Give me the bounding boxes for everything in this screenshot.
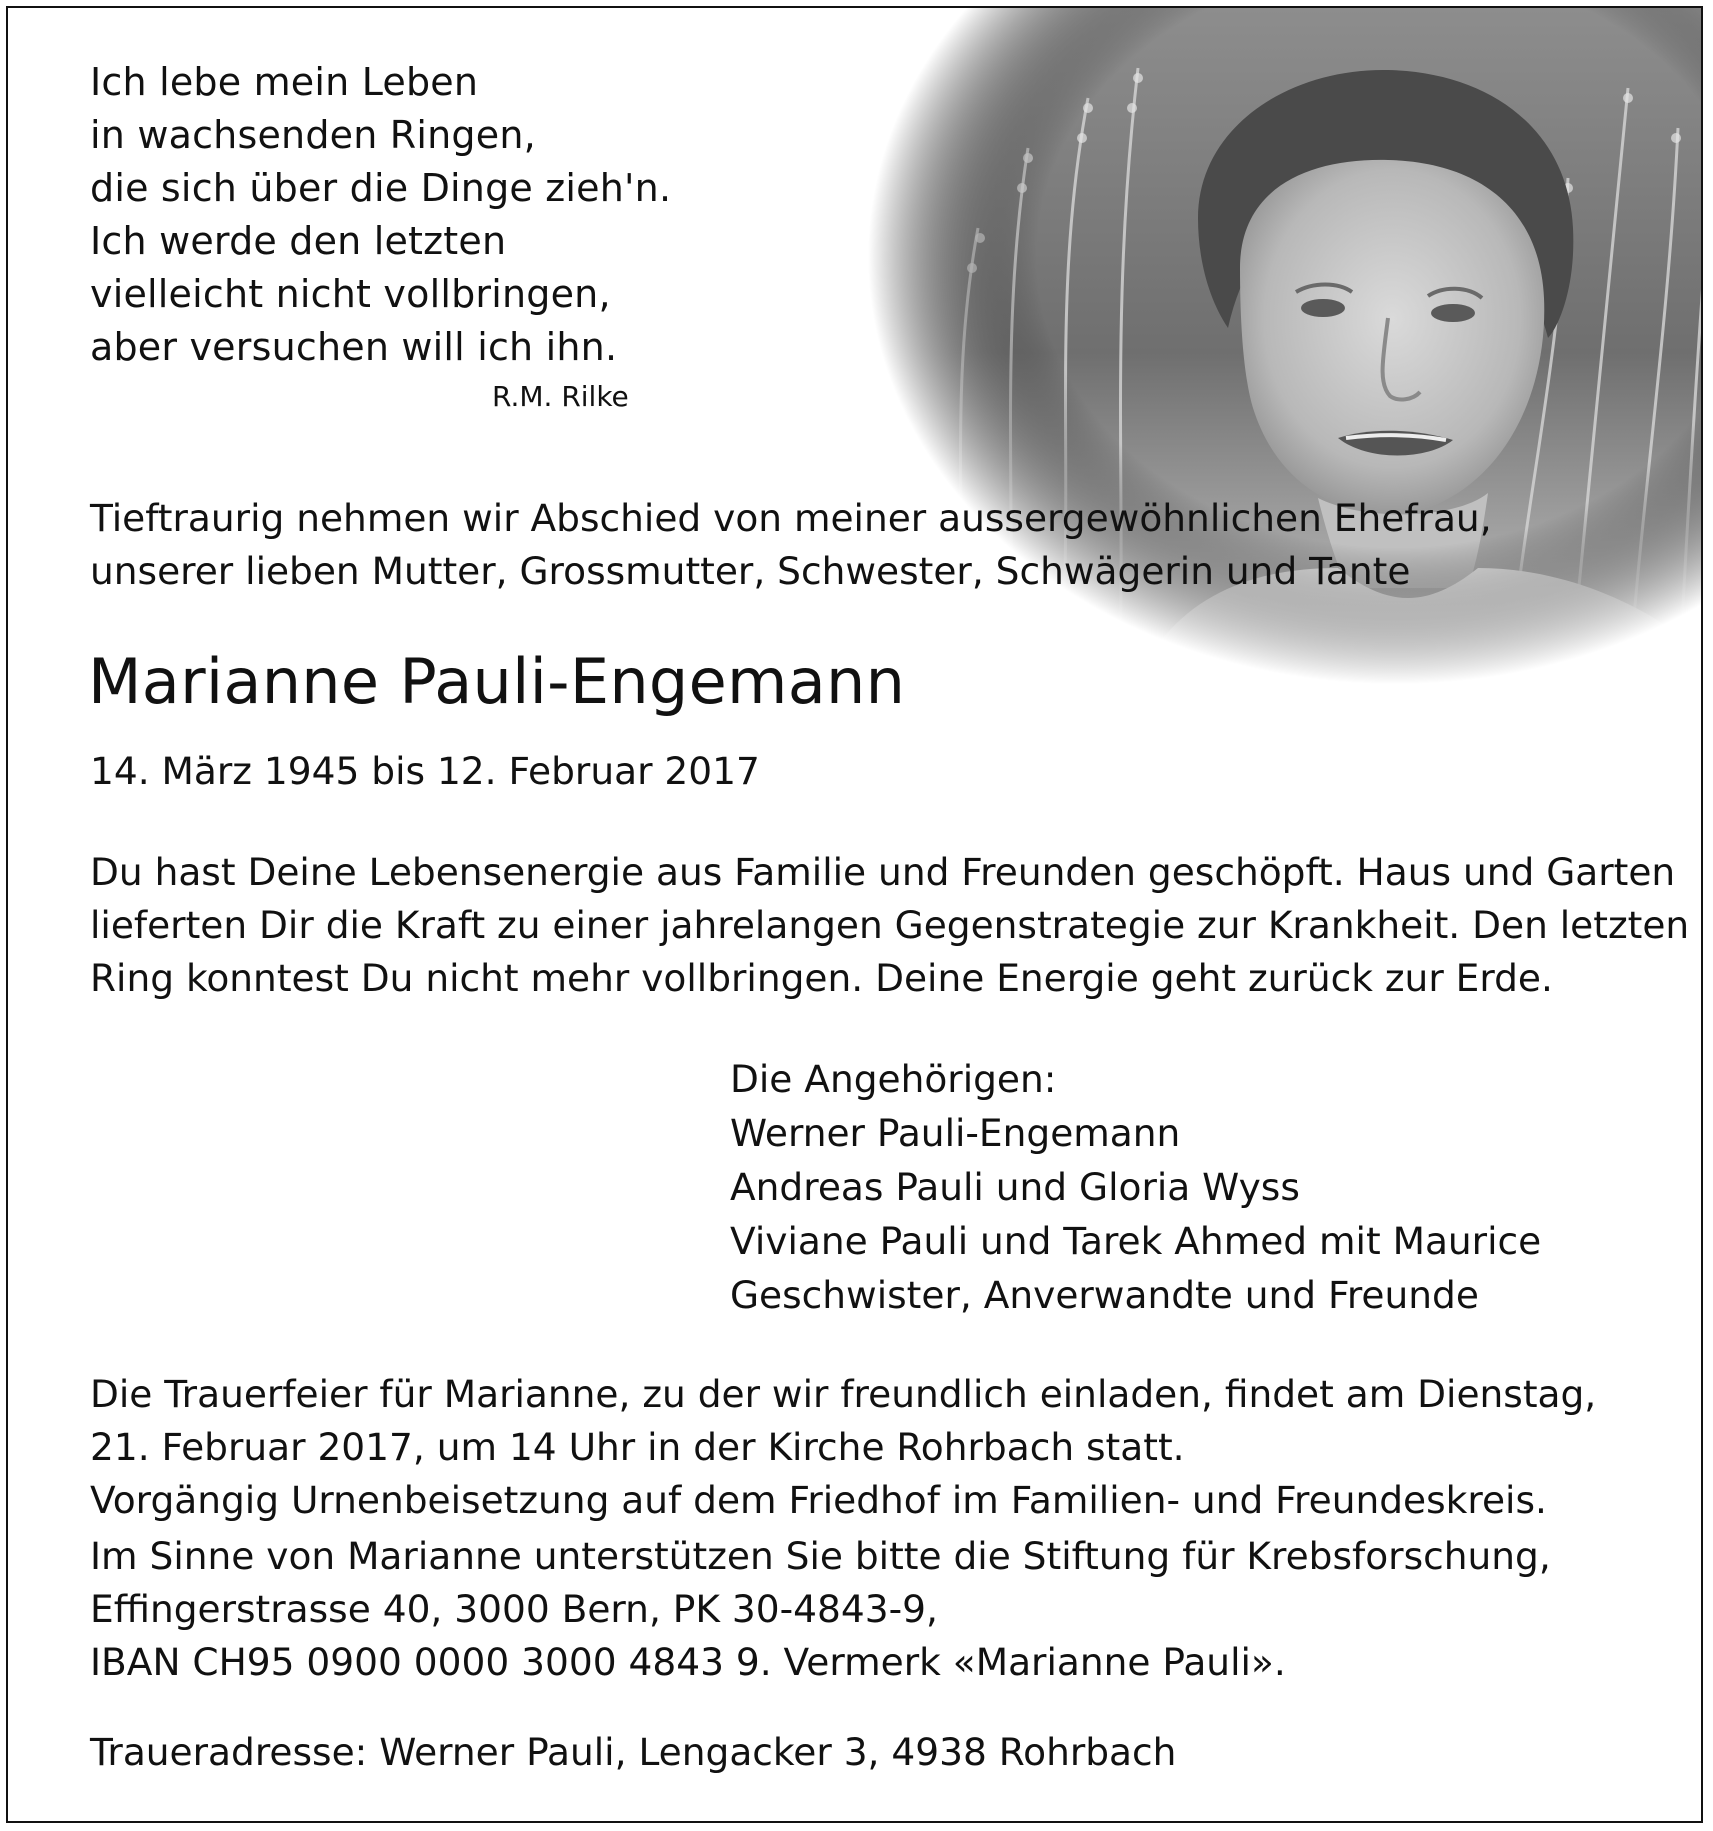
mourning-address: Traueradresse: Werner Pauli, Lengacker 3, 4938 Rohrbach [90, 1730, 1177, 1774]
tribute-line: lieferten Dir die Kraft zu einer jahrelangen Gegenstrategie zur Krankheit. Den letzten [90, 903, 1690, 947]
mourner-name: Werner Pauli-Engemann [730, 1111, 1181, 1155]
poem-line: aber versuchen will ich ihn. [90, 325, 618, 369]
service-line: Die Trauerfeier für Marianne, zu der wir freundlich einladen, findet am Dienstag, [90, 1372, 1597, 1416]
deceased-name: Marianne Pauli-Engemann [88, 645, 906, 718]
farewell-intro [90, 492, 1650, 598]
service-line: 21. Februar 2017, um 14 Uhr in der Kirche Rohrbach statt. [90, 1425, 1185, 1469]
mourner-name: Viviane Pauli und Tarek Ahmed mit Maurice [730, 1219, 1542, 1263]
poem-line: die sich über die Dinge zieh'n. [90, 166, 672, 210]
tribute-line: Du hast Deine Lebensenergie aus Familie und Freunden geschöpft. Haus und Garten [90, 850, 1676, 894]
donation-info [90, 1530, 1690, 1689]
notice-text [8, 8, 1701, 1821]
service-line: Vorgängig Urnenbeisetzung auf dem Friedhof im Familien- und Freundeskreis. [90, 1478, 1547, 1522]
mourners-heading: Die Angehörigen: [730, 1057, 1057, 1101]
funeral-service-info [90, 1368, 1690, 1527]
obituary-notice [6, 6, 1703, 1823]
tribute-line: Ring konntest Du nicht mehr vollbringen. Deine Energie geht zurück zur Erde. [90, 956, 1553, 1000]
rilke-poem [90, 56, 790, 374]
donation-line: Im Sinne von Marianne unterstützen Sie bitte die Stiftung für Krebsforschung, [90, 1534, 1551, 1578]
intro-line: Tieftraurig nehmen wir Abschied von meiner aussergewöhnlichen Ehefrau, [90, 496, 1492, 540]
poem-line: in wachsenden Ringen, [90, 113, 536, 157]
tribute-text [90, 846, 1690, 1005]
poem-line: vielleicht nicht vollbringen, [90, 272, 611, 316]
mourner-name: Andreas Pauli und Gloria Wyss [730, 1165, 1300, 1209]
poem-line: Ich werde den letzten [90, 219, 507, 263]
donation-line: Effingerstrasse 40, 3000 Bern, PK 30-4843-9, [90, 1587, 938, 1631]
poem-author: R.M. Rilke [492, 380, 629, 413]
poem-line: Ich lebe mein Leben [90, 60, 479, 104]
mourner-name: Geschwister, Anverwandte und Freunde [730, 1273, 1479, 1317]
donation-line: IBAN CH95 0900 0000 3000 4843 9. Vermerk «Marianne Pauli». [90, 1640, 1286, 1684]
mourners-list [730, 1052, 1690, 1322]
life-dates: 14. März 1945 bis 12. Februar 2017 [90, 749, 760, 793]
intro-line: unserer lieben Mutter, Grossmutter, Schwester, Schwägerin und Tante [90, 549, 1411, 593]
